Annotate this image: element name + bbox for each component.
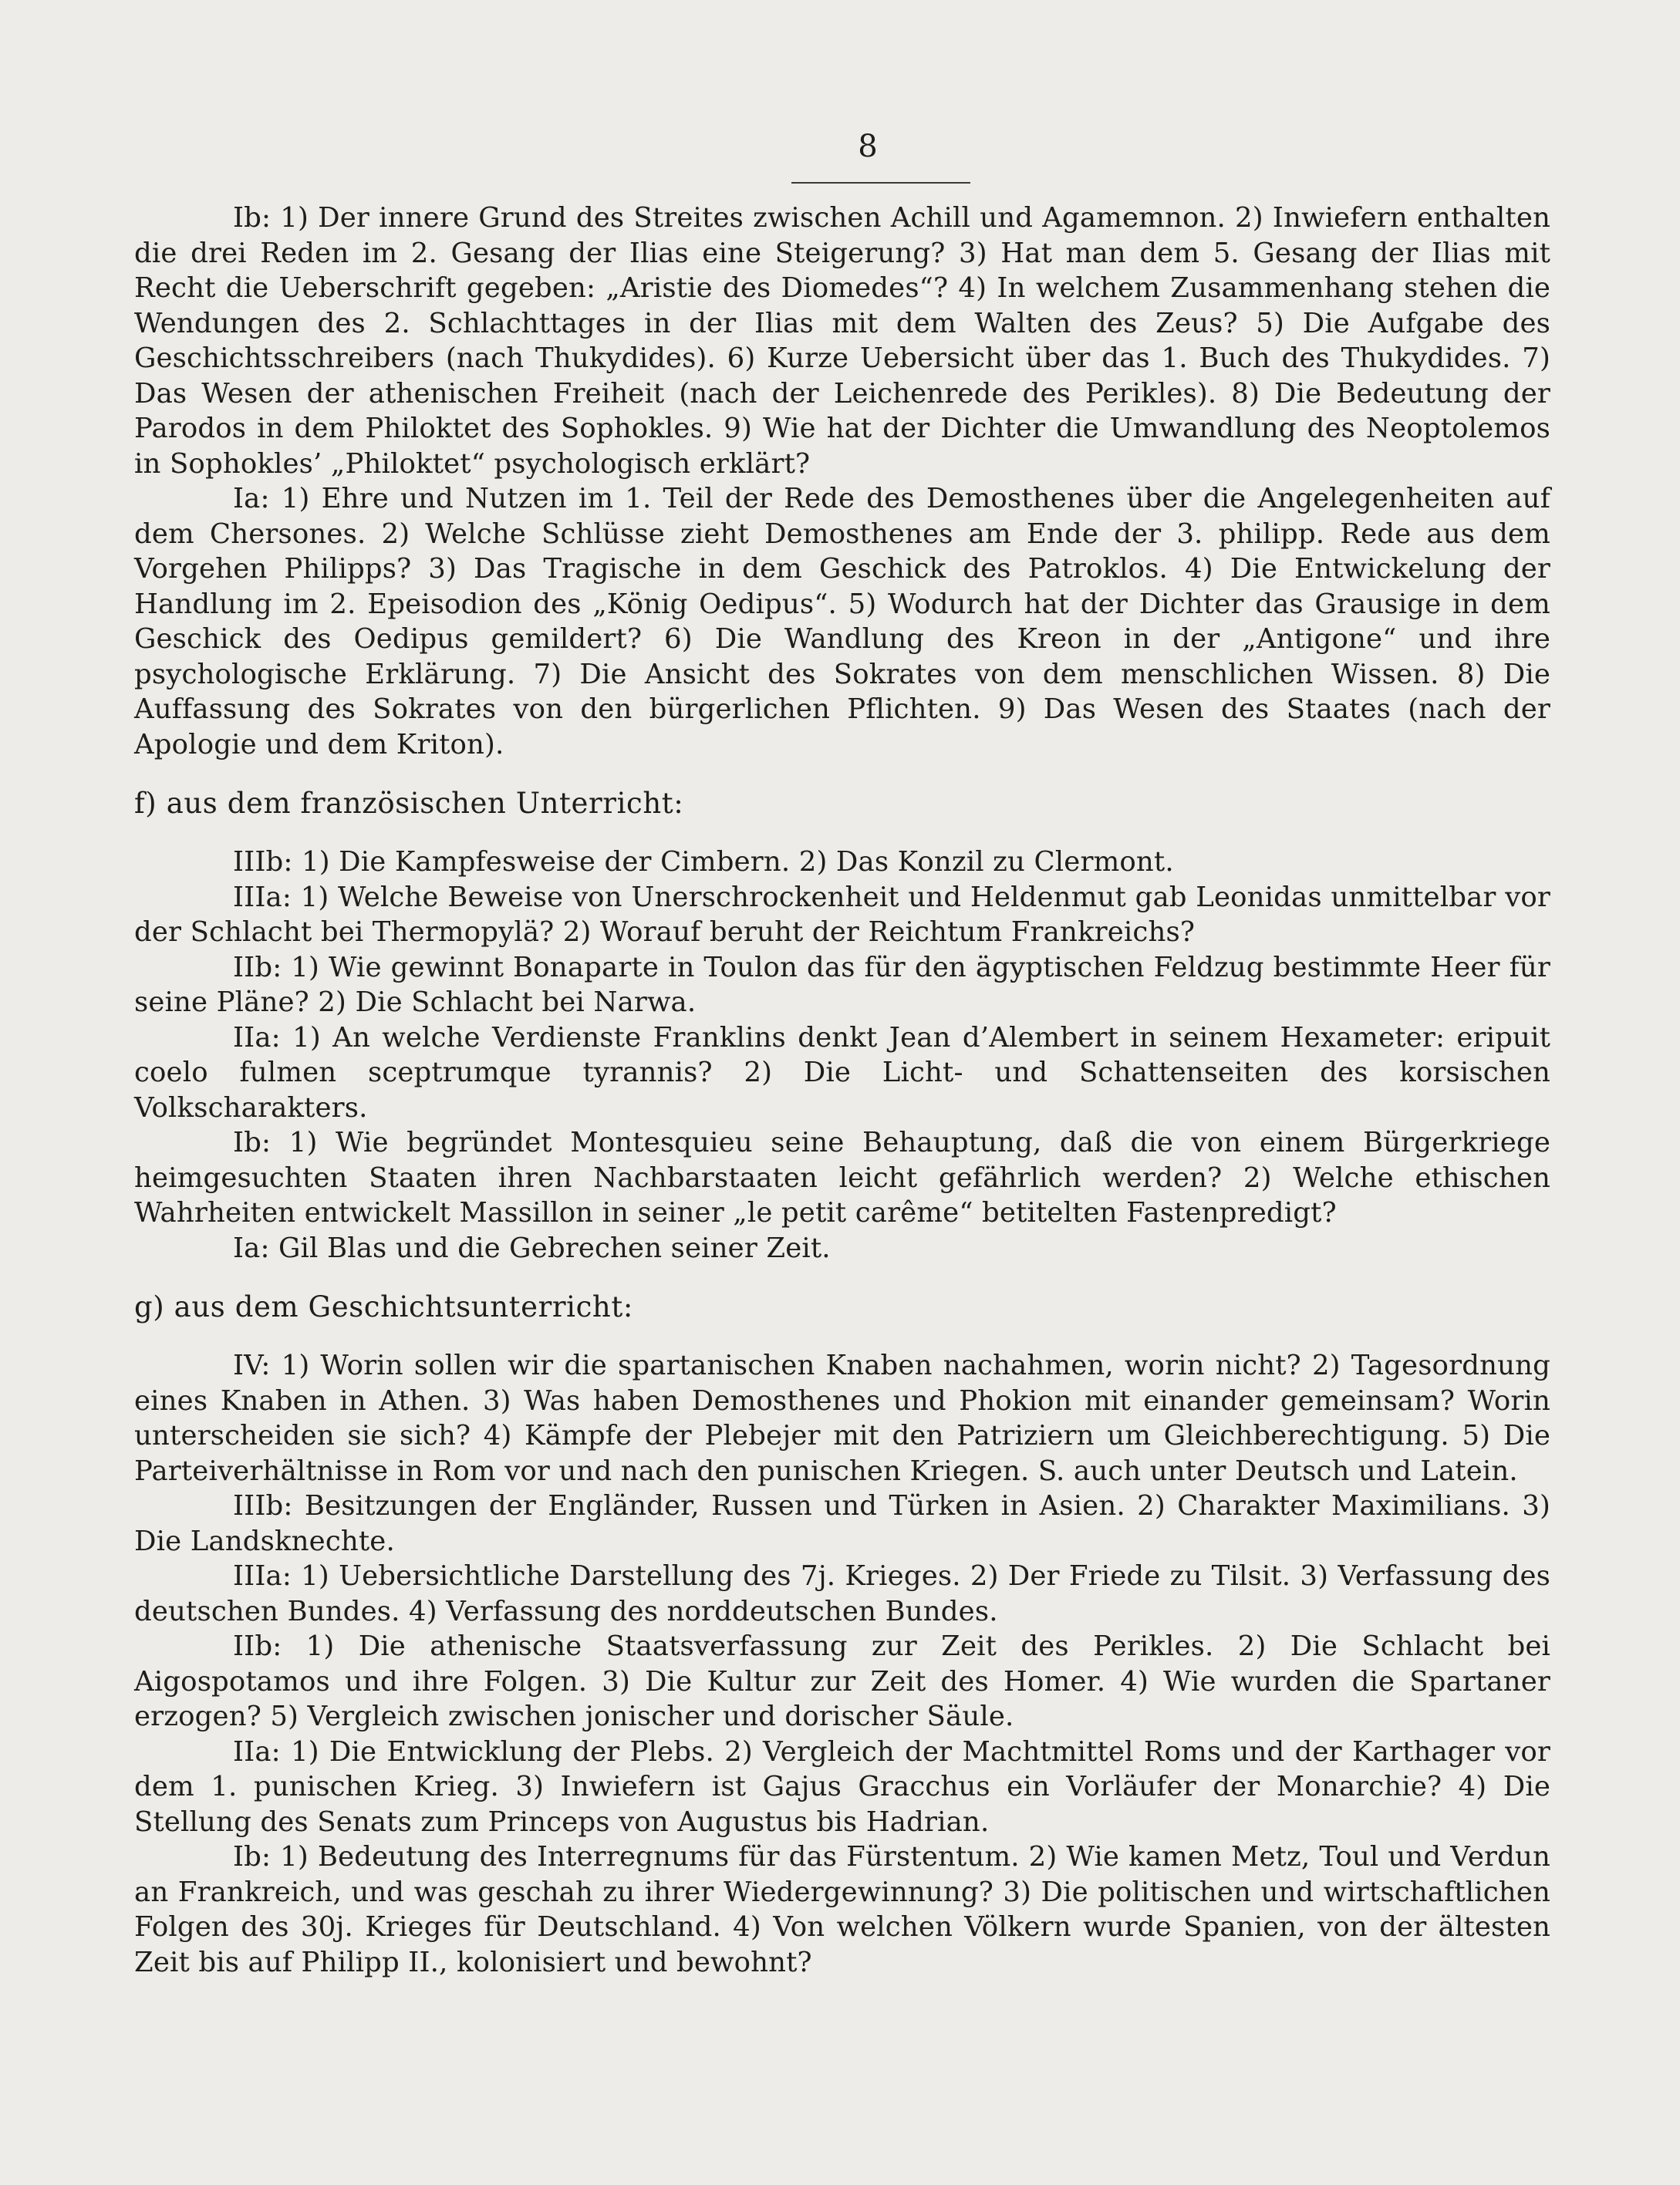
document-page xyxy=(134,131,1550,1980)
paragraph-text: 1) Die athenische Staatsverfassung zur Zeit des Perikles. 2) Die Schlacht bei Aigospotamos und ihre Folgen. 3) Die Kultur zur Zeit des Homer. 4) Wie wurden die Spartaner erzogen? 5) Vergleich zwischen jonischer und dorischer Säule. xyxy=(134,1630,1550,1732)
paragraph-ia xyxy=(134,481,1550,762)
class-label: Ib: xyxy=(233,1127,272,1158)
class-label: IIb: xyxy=(233,1630,282,1662)
paragraph-g-iiib xyxy=(134,1489,1550,1559)
class-label: Ia: xyxy=(233,1232,270,1264)
paragraph-ib xyxy=(134,201,1550,481)
class-label: IIIb: xyxy=(233,846,293,878)
page-number: 8 xyxy=(858,129,878,164)
class-label: Ib: xyxy=(233,202,272,234)
class-label: IIa: xyxy=(233,1021,281,1054)
paragraph-f-iia xyxy=(134,1020,1550,1126)
class-label: IIa: xyxy=(233,1735,281,1768)
paragraph-text: 1) Die Entwicklung der Plebs. 2) Vergleich der Machtmittel Roms und der Karthager vor dem 1. punischen Krieg. 3) Inwiefern ist Gajus Gracchus ein Vorläufer der Monarchie? 4) Die Stellung des Senats zum Princeps von Augustus bis Hadrian. xyxy=(134,1735,1551,1838)
class-label: IIIa: xyxy=(233,1560,292,1592)
paragraph-text: 1) Der innere Grund des Streites zwischen Achill und Agamemnon. 2) Inwiefern enthalten die drei Reden im 2. Gesang der Ilias eine Steigerung? 3) Hat man dem 5. Gesang der Ilias mit Recht die Ueberschrift gegeben: „Aristie des Diomedes“? 4) In welchem Zusammenhang stehen die Wendungen des 2. Schlachttages in der Ilias mit dem Walten des Zeus? 5) Die Aufgabe des Geschichtsschreibers (nach Thukydides). 6) Kurze Uebersicht über das 1. Buch des Thukydides. 7) Das Wesen der athenischen Freiheit (nach der Leichenrede des Perikles). 8) Die Bedeutung der Parodos in dem Philoktet des Sophokles. 9) Wie hat der Dichter die Umwandlung des Neoptolemos in Sophokles’ „Philoktet“ psychologisch erklärt? xyxy=(134,202,1550,480)
paragraph-text: 1) Ehre und Nutzen im 1. Teil der Rede des Demosthenes über die Angelegenheiten auf dem Chersones. 2) Welche Schlüsse zieht Demosthenes am Ende der 3. philipp. Rede aus dem Vorgehen Philipps? 3) Das Tragische in dem Geschick des Patroklos. 4) Die Entwickelung der Handlung im 2. Epeisodion des „König Oedipus“. 5) Wodurch hat der Dichter das Grausige in dem Geschick des Oedipus gemildert? 6) Die Wandlung des Kreon in der „Antigone“ und ihre psychologische Erklärung. 7) Die Ansicht des Sokrates von dem menschlichen Wissen. 8) Die Auffassung des Sokrates von den bürgerlichen Pflichten. 9) Das Wesen des Staates (nach der Apologie und dem Kriton). xyxy=(134,483,1550,760)
class-label: IIIa: xyxy=(233,881,292,913)
paragraph-g-iia xyxy=(134,1735,1550,1840)
paragraph-g-iv xyxy=(134,1348,1550,1489)
paragraph-g-iiia xyxy=(134,1559,1550,1629)
class-label: Ib: xyxy=(233,1841,272,1873)
paragraph-text: Besitzungen der Engländer, Russen und Türken in Asien. 2) Charakter Maximilians. 3) Die Landsknechte. xyxy=(134,1490,1550,1557)
header-rule xyxy=(791,182,970,184)
paragraph-f-iiib xyxy=(134,845,1550,880)
paragraph-f-iiia xyxy=(134,880,1550,950)
paragraph-text: Gil Blas und die Gebrechen seiner Zeit. xyxy=(278,1232,831,1264)
class-label: Ia: xyxy=(233,483,270,514)
paragraph-text: 1) Die Kampfesweise der Cimbern. 2) Das Konzil zu Clermont. xyxy=(301,846,1174,878)
body-text xyxy=(134,201,1550,1980)
paragraph-f-iib xyxy=(134,950,1550,1020)
paragraph-g-ib xyxy=(134,1839,1550,1980)
class-label: IV: xyxy=(233,1350,271,1381)
section-heading-f: f) aus dem französischen Unterricht: xyxy=(134,787,684,820)
section-heading-g: g) aus dem Geschichtsunterricht: xyxy=(134,1290,633,1323)
paragraph-text: 1) Bedeutung des Interregnums für das Fürstentum. 2) Wie kamen Metz, Toul und Verdun an Frankreich, und was geschah zu ihrer Wiedergewinnung? 3) Die politischen und wirtschaftlichen Folgen des 30j. Krieges für Deutschland. 4) Von welchen Völkern wurde Spanien, von der ältesten Zeit bis auf Philipp II., kolonisiert und bewohnt? xyxy=(134,1841,1550,1978)
paragraph-text: 1) Worin sollen wir die spartanischen Knaben nachahmen, worin nicht? 2) Tagesordnung eines Knaben in Athen. 3) Was haben Demosthenes und Phokion mit einander gemeinsam? Worin unterscheiden sie sich? 4) Kämpfe der Plebejer mit den Patriziern um Gleichberechtigung. 5) Die Parteiverhältnisse in Rom vor und nach den punischen Kriegen. S. auch unter Deutsch und Latein. xyxy=(134,1350,1550,1487)
class-label: IIb: xyxy=(233,951,282,983)
paragraph-text: 1) Uebersichtliche Darstellung des 7j. Krieges. 2) Der Friede zu Tilsit. 3) Verfassung des deutschen Bundes. 4) Verfassung des norddeutschen Bundes. xyxy=(134,1560,1550,1627)
class-label: IIIb: xyxy=(233,1490,293,1522)
paragraph-g-iib xyxy=(134,1629,1550,1735)
paragraph-text: 1) Welche Beweise von Unerschrockenheit und Heldenmut gab Leonidas unmittelbar vor der Schlacht bei Thermopylä? 2) Worauf beruht der Reichtum Frankreichs? xyxy=(134,881,1550,948)
paragraph-text: 1) Wie gewinnt Bonaparte in Toulon das für den ägyptischen Feldzug bestimmte Heer für seine Pläne? 2) Die Schlacht bei Narwa. xyxy=(134,951,1550,1018)
paragraph-text: 1) An welche Verdienste Franklins denkt Jean d’Alembert in seinem Hexameter: eripuit coelo fulmen sceptrumque tyrannis? 2) Die Licht- und Schattenseiten des korsischen Volkscharakters. xyxy=(134,1021,1550,1124)
paragraph-f-ia xyxy=(134,1231,1550,1266)
paragraph-text: 1) Wie begründet Montesquieu seine Behauptung, daß die von einem Bürgerkriege heimgesuchten Staaten ihren Nachbarstaaten leicht gefährlich werden? 2) Welche ethischen Wahrheiten entwickelt Massillon in seiner „le petit carême“ betitelten Fastenpredigt? xyxy=(134,1127,1550,1229)
paragraph-f-ib xyxy=(134,1125,1550,1231)
